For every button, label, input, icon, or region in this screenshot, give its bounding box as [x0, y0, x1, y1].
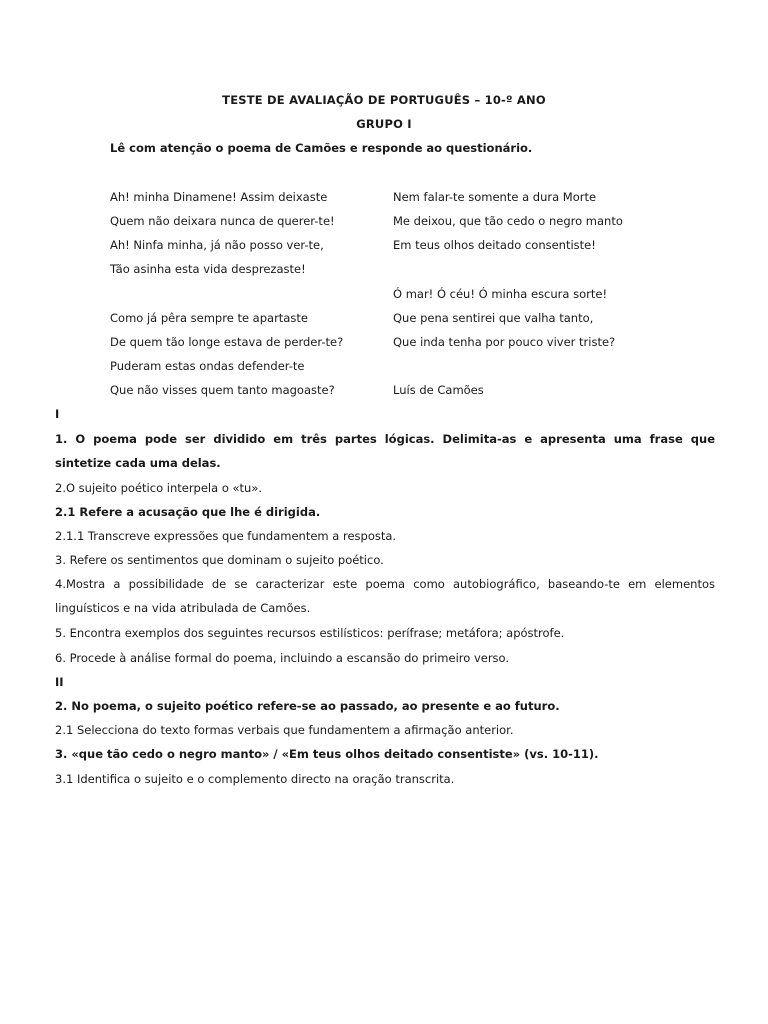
- poem-verse: Tão asinha esta vida desprezaste!: [110, 262, 306, 276]
- question-1: 1. O poema pode ser dividido em três partes lógicas. Delimita-as e apresenta uma frase que sintetize cada uma delas.: [55, 432, 715, 470]
- poem-verse: Me deixou, que tão cedo o negro manto: [393, 214, 623, 228]
- poem-verse: Puderam estas ondas defender-te: [110, 359, 305, 373]
- section2-question-3: 3. «que tão cedo o negro manto» / «Em teus olhos deitado consentiste» (vs. 10-11).: [55, 747, 599, 761]
- poem-verse: Quem não deixara nunca de querer-te!: [110, 214, 335, 228]
- question-4: 4.Mostra a possibilidade de se caracterizar este poema como autobiográfico, baseando-te em elementos linguísticos e na vida atribulada de Camões.: [55, 577, 715, 615]
- question-2-1-1: 2.1.1 Transcreve expressões que fundamentem a resposta.: [55, 529, 397, 543]
- section-heading-1: I: [55, 407, 60, 421]
- section-heading-2: II: [55, 675, 64, 689]
- poem-verse: Que inda tenha por pouco viver triste?: [393, 335, 616, 349]
- instruction: Lê com atenção o poema de Camões e responde ao questionário.: [110, 141, 533, 155]
- section2-question-2: 2. No poema, o sujeito poético refere-se ao passado, ao presente e ao futuro.: [55, 699, 560, 713]
- poem-verse: De quem tão longe estava de perder-te?: [110, 335, 344, 349]
- poem-verse: Ah! Ninfa minha, já não posso ver-te,: [110, 238, 324, 252]
- poem-verse: Em teus olhos deitado consentiste!: [393, 238, 596, 252]
- question-5: 5. Encontra exemplos dos seguintes recursos estilísticos: perífrase; metáfora; apóstrofe.: [55, 626, 565, 640]
- question-2-1: 2.1 Refere a acusação que lhe é dirigida.: [55, 505, 321, 519]
- section2-question-2-1: 2.1 Selecciona do texto formas verbais que fundamentem a afirmação anterior.: [55, 723, 514, 737]
- question-2: 2.O sujeito poético interpela o «tu».: [55, 481, 263, 495]
- poem-verse: Nem falar-te somente a dura Morte: [393, 190, 597, 204]
- poem-verse: Ó mar! Ó céu! Ó minha escura sorte!: [393, 287, 608, 301]
- poem-verse: Ah! minha Dinamene! Assim deixaste: [110, 190, 328, 204]
- question-3: 3. Refere os sentimentos que dominam o sujeito poético.: [55, 553, 384, 567]
- section2-question-3-1: 3.1 Identifica o sujeito e o complemento directo na oração transcrita.: [55, 772, 455, 786]
- poem-verse: Que não visses quem tanto magoaste?: [110, 383, 335, 397]
- poem-verse: Que pena sentirei que valha tanto,: [393, 311, 594, 325]
- question-6: 6. Procede à análise formal do poema, incluindo a escansão do primeiro verso.: [55, 651, 510, 665]
- poem-verse: Como já pêra sempre te apartaste: [110, 311, 308, 325]
- document-title: TESTE DE AVALIAÇÃO DE PORTUGUÊS – 10-º ANO: [222, 93, 546, 107]
- poem-author: Luís de Camões: [393, 383, 484, 397]
- group-heading: GRUPO I: [356, 117, 412, 131]
